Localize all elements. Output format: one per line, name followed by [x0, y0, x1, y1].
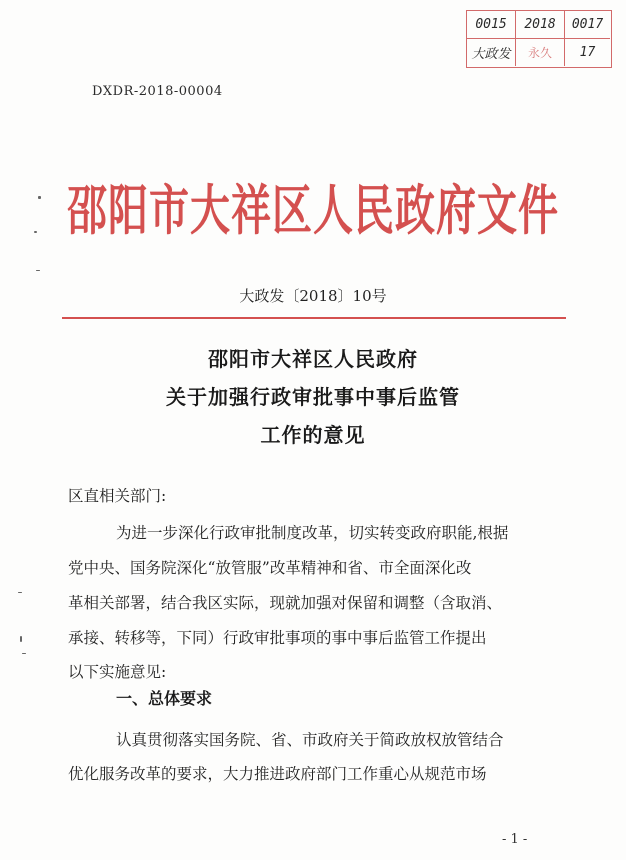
body-text-line: 革相关部署，结合我区实际，现就加强对保留和调整（含取消、	[68, 594, 503, 612]
stamp-cell-year: 2018	[516, 11, 565, 39]
scan-mark	[36, 270, 40, 271]
body-text-line: 优化服务改革的要求，大力推进政府部门工作重心从规范市场	[68, 765, 487, 783]
stamp-cell-item: 0017	[565, 11, 610, 39]
document-number: 大政发〔2018〕10号	[239, 287, 387, 305]
document-id: DXDR-2018-00004	[92, 84, 223, 99]
document-title-line-2: 关于加强行政审批事中事后监管	[166, 385, 460, 409]
stamp-cell-org: 大政发	[467, 39, 516, 66]
scan-mark	[34, 231, 37, 233]
issuer-heading: 邵阳市大祥区人民政府文件	[67, 178, 559, 243]
stamp-cell-pages: 17	[579, 45, 596, 60]
red-separator-line	[62, 317, 566, 319]
body-text-line: 党中央、国务院深化“放管服”改革精神和省、市全面深化改	[68, 559, 472, 577]
addressee: 区直相关部门:	[68, 487, 167, 505]
scan-mark	[22, 653, 26, 654]
scan-mark	[20, 636, 22, 642]
document-title-line-1: 邵阳市大祥区人民政府	[208, 347, 418, 371]
stamp-cell-retention: 永久	[516, 39, 565, 66]
stamp-cell-fonds: 0015	[467, 11, 516, 39]
body-text-line: 以下实施意见:	[68, 663, 167, 681]
body-text-line: 承接、转移等，下同）行政审批事项的事中事后监管工作提出	[68, 629, 487, 647]
page-number: - 1 -	[502, 832, 528, 847]
section-heading: 一、总体要求	[116, 689, 213, 708]
body-text-line: 为进一步深化行政审批制度改革，切实转变政府职能,根据	[116, 524, 509, 542]
archive-stamp	[466, 10, 612, 68]
scan-mark	[18, 592, 22, 593]
body-text-line: 认真贯彻落实国务院、省、市政府关于简政放权放管结合	[116, 731, 504, 749]
document-title-line-3: 工作的意见	[260, 423, 366, 447]
scan-mark	[38, 196, 41, 199]
